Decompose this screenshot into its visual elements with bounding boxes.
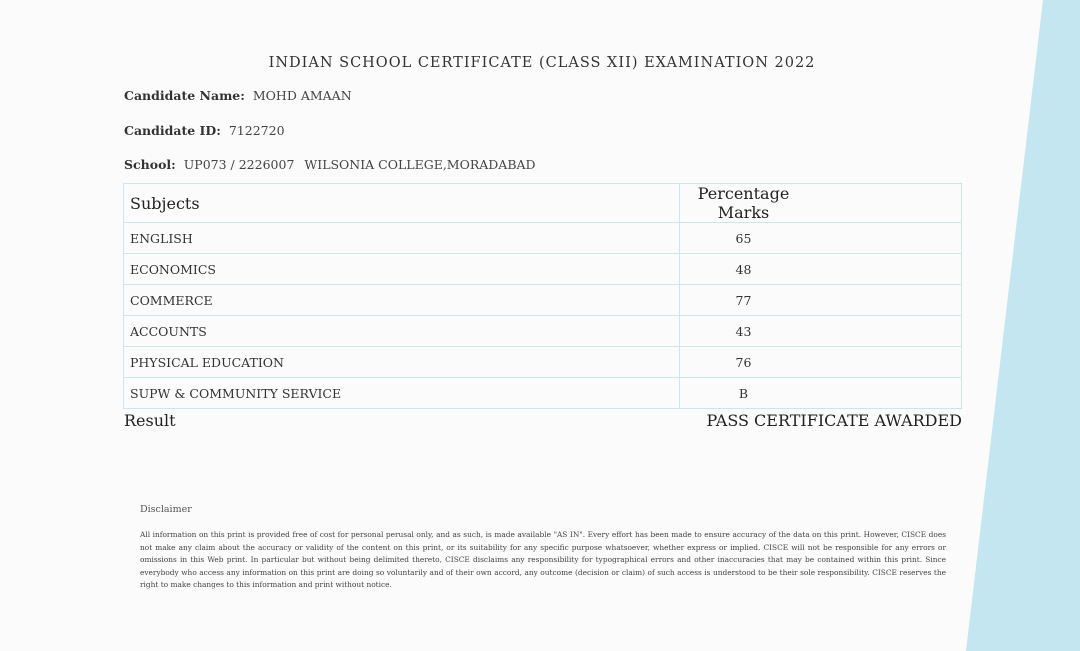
marks-cell: 65	[680, 223, 962, 254]
candidate-id-value: 7122720	[228, 123, 285, 138]
disclaimer-text: All information on this print is provided free of cost for personal perusal only, and as such, is made available "AS IN". Every effort has been made to ensure accuracy of the data on this print. However, CISCE does not make any claim about the accuracy or validity of the content on this print, or its suitability for any specific purpose whatsoever, whether express or implied. CISCE will not be responsible for any errors or omissions in this Web print. In particular but without being delimited thereto, CISCE disclaims any responsibility for typographical errors and other inaccuracies that may be contained within this print. Since everybody who access any information on this print are doing so voluntarily and of their own accord, any outcome (decision or claim) of such access is understood to be their sole responsibility. CISCE reserves the right to make changes to this information and print without notice.	[140, 530, 946, 590]
marks-cell: B	[680, 378, 962, 409]
subject-cell: COMMERCE	[124, 285, 680, 316]
subject-cell: ACCOUNTS	[124, 316, 680, 347]
table-row	[124, 316, 962, 347]
marks-header: Percentage Marks	[680, 184, 962, 223]
table-row	[124, 254, 962, 285]
marks-table	[123, 183, 962, 409]
subject-cell: ECONOMICS	[124, 254, 680, 285]
marks-cell: 76	[680, 347, 962, 378]
candidate-id-row	[124, 123, 285, 138]
result-label: Result	[124, 411, 176, 430]
school-row	[124, 157, 536, 172]
marks-cell: 48	[680, 254, 962, 285]
table-row	[124, 223, 962, 254]
table-row	[124, 347, 962, 378]
candidate-name-value: MOHD AMAAN	[252, 88, 352, 103]
marks-cell: 43	[680, 316, 962, 347]
school-label: School:	[124, 157, 176, 172]
subject-cell: PHYSICAL EDUCATION	[124, 347, 680, 378]
page-title: INDIAN SCHOOL CERTIFICATE (CLASS XII) EXAMINATION 2022	[268, 55, 816, 71]
candidate-id-label: Candidate ID:	[124, 123, 221, 138]
subjects-header: Subjects	[124, 184, 680, 223]
table-row	[124, 378, 962, 409]
school-name: WILSONIA COLLEGE,MORADABAD	[304, 157, 536, 172]
school-code: UP073 / 2226007	[183, 157, 295, 172]
table-header-row	[124, 184, 962, 223]
marks-cell: 77	[680, 285, 962, 316]
subject-cell: SUPW & COMMUNITY SERVICE	[124, 378, 680, 409]
result-value: PASS CERTIFICATE AWARDED	[706, 411, 962, 430]
candidate-name-row	[124, 88, 352, 103]
subject-cell: ENGLISH	[124, 223, 680, 254]
disclaimer-title: Disclaimer	[140, 504, 192, 515]
table-row	[124, 285, 962, 316]
candidate-name-label: Candidate Name:	[124, 88, 245, 103]
